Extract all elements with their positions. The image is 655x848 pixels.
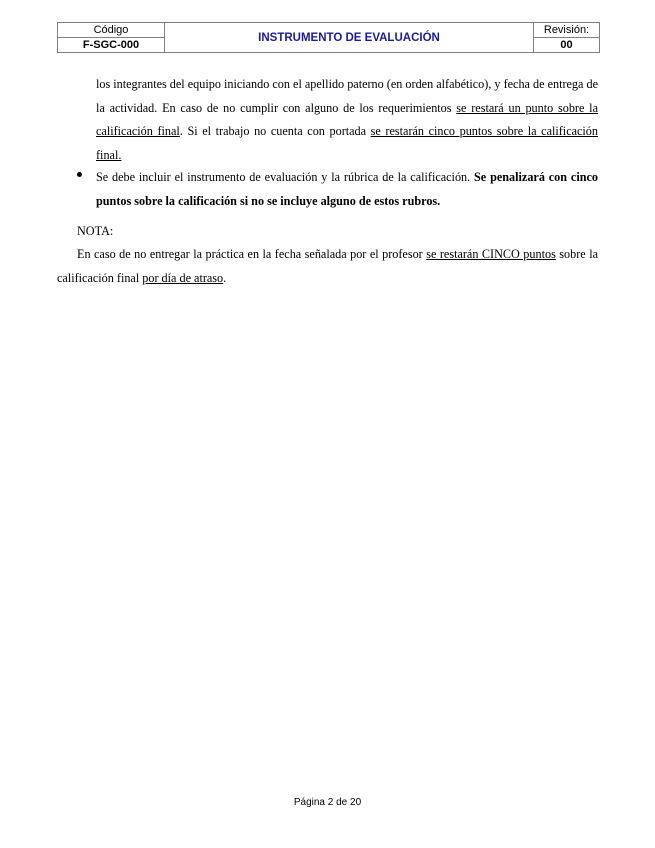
- nota-underline-2: por día de atraso: [142, 270, 224, 285]
- bullet-icon: [77, 172, 82, 177]
- bullet-text: Se debe incluir el instrumento de evaluación y la rúbrica de la calificación.: [96, 170, 475, 184]
- revision-label: Revisión:: [533, 23, 599, 38]
- bullet-list-item: [96, 166, 598, 213]
- code-label: Código: [58, 23, 165, 38]
- revision-value: 00: [533, 38, 599, 52]
- page-number: Página 2 de 20: [293, 797, 362, 808]
- code-value: F-SGC-000: [58, 38, 165, 52]
- continuation-text-1: los integrantes del equipo iniciando con el apellido paterno (en orden alfabético), y fecha de entrega de la actividad. En caso de no cumplir con alguno de los requerimientos: [96, 77, 598, 115]
- nota-text-1: En caso de no entregar la práctica en la fecha señalada por el profesor: [77, 247, 427, 261]
- nota-label: NOTA:: [77, 224, 114, 238]
- document-header-table: [57, 22, 600, 53]
- continuation-text-2: . Si el trabajo no cuenta con portada: [179, 124, 371, 138]
- nota-text-3: .: [223, 270, 227, 285]
- continuation-underline-1: se restará un punto sobre la calificación final: [96, 100, 598, 138]
- nota-text-2: sobre la calificación final: [57, 247, 598, 285]
- bullet-bold-text: Se penalizará con cinco puntos sobre la calificación si no se incluye alguno de estos rubros.: [96, 170, 598, 208]
- document-title: INSTRUMENTO DE EVALUACIÓN: [258, 31, 440, 44]
- continuation-underline-2: se restarán cinco puntos sobre la calificación final.: [96, 124, 598, 162]
- continuation-paragraph: [96, 73, 598, 167]
- nota-underline-1: se restarán CINCO puntos: [426, 247, 556, 261]
- nota-paragraph: [57, 243, 598, 290]
